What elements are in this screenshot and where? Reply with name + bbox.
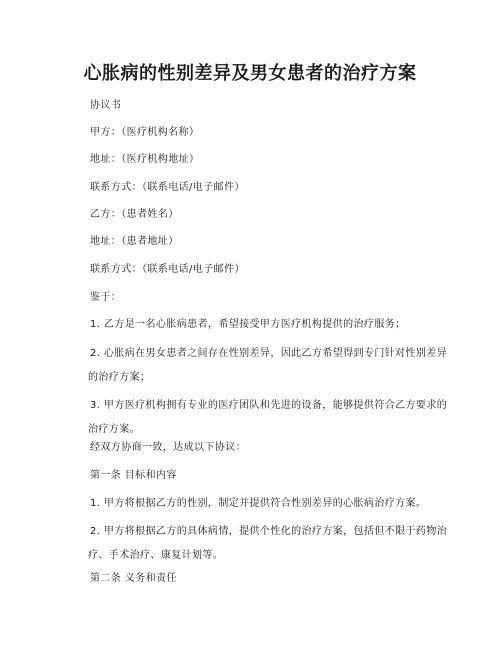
- agreement-intro: 经双方协商一致，达成以下协议：: [90, 442, 246, 453]
- party-a-address: 地址：（医疗机构地址）: [90, 154, 200, 165]
- document-title: 心胀病的性别差异及男女患者的治疗方案: [83, 63, 417, 84]
- article-1-item-2: [88, 520, 448, 568]
- whereas-heading: 鉴于：: [90, 292, 122, 303]
- party-a-contact: 联系方式：（联系电话/电子邮件）: [90, 182, 245, 193]
- article-1-heading: 第一条 目标和内容: [90, 470, 177, 481]
- whereas-item-1: 1. 乙方是一名心胀病患者，希望接受甲方医疗机构提供的治疗服务；: [90, 319, 406, 330]
- party-b-address: 地址：（患者地址）: [90, 236, 179, 247]
- whereas-item-3: [88, 394, 448, 442]
- party-b-name: 乙方：（患者姓名）: [90, 209, 179, 220]
- whereas-item-2-line-2: 的治疗方案；: [88, 372, 151, 383]
- whereas-item-2-line-1: 2. 心胀病在男女患者之间存在性别差异，因此乙方希望得到专门针对性别差异: [90, 348, 448, 359]
- party-a-name: 甲方：（医疗机构名称）: [90, 127, 200, 138]
- whereas-item-2: [88, 342, 448, 390]
- article-1-item-2-line-1: 2. 甲方将根据乙方的具体病情，提供个性化的治疗方案，包括但不限于药物治: [90, 526, 448, 537]
- article-1-item-1: 1. 甲方将根据乙方的性别，制定并提供符合性别差异的心胀病治疗方案。: [90, 498, 427, 509]
- doc-type-label: 协议书: [90, 100, 122, 111]
- whereas-item-3-line-2: 治疗方案。: [88, 424, 140, 435]
- article-1-item-2-line-2: 疗、手术治疗、康复计划等。: [88, 550, 224, 561]
- article-2-heading: 第二条 义务和责任: [90, 573, 177, 584]
- party-b-contact: 联系方式：（联系电话/电子邮件）: [90, 264, 245, 275]
- whereas-item-3-line-1: 3. 甲方医疗机构拥有专业的医疗团队和先进的设备，能够提供符合乙方要求的: [90, 400, 448, 411]
